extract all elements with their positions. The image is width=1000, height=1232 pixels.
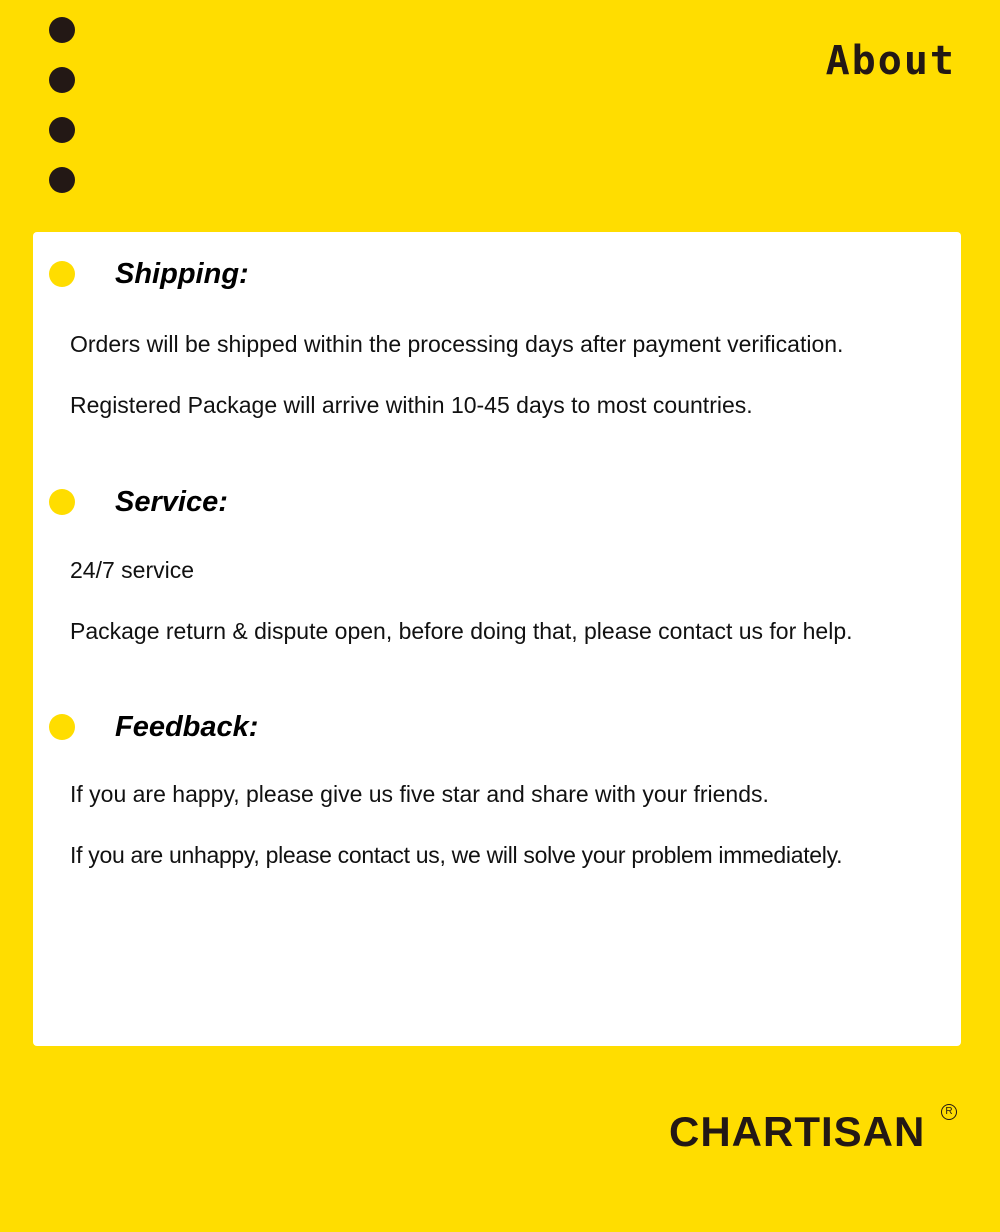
paragraph: Orders will be shipped within the processing days after payment verification.: [70, 331, 844, 357]
paragraph: 24/7 service: [70, 557, 195, 583]
dot-icon: [49, 167, 75, 193]
section-feedback: [49, 707, 258, 747]
bullet-icon: [49, 261, 75, 287]
dot-icon: [49, 17, 75, 43]
decorative-dots: [49, 17, 75, 217]
paragraph: Package return & dispute open, before doing that, please contact us for help.: [70, 618, 853, 644]
bullet-icon: [49, 714, 75, 740]
section-title: Feedback:: [115, 710, 259, 743]
brand-logo: CHARTISAN: [669, 1108, 926, 1155]
section-title: Service:: [115, 485, 228, 518]
bullet-icon: [49, 489, 75, 515]
paragraph: If you are unhappy, please contact us, we will solve your problem immediately.: [70, 842, 843, 868]
section-shipping: [49, 254, 249, 294]
dot-icon: [49, 117, 75, 143]
registered-icon: R: [941, 1104, 957, 1120]
section-service: [49, 482, 228, 522]
paragraph: If you are happy, please give us five star and share with your friends.: [70, 781, 769, 807]
section-title: Shipping:: [115, 257, 249, 290]
dot-icon: [49, 67, 75, 93]
info-card: [33, 232, 961, 1046]
page-title: About: [825, 38, 956, 84]
paragraph: Registered Package will arrive within 10-45 days to most countries.: [70, 392, 753, 418]
